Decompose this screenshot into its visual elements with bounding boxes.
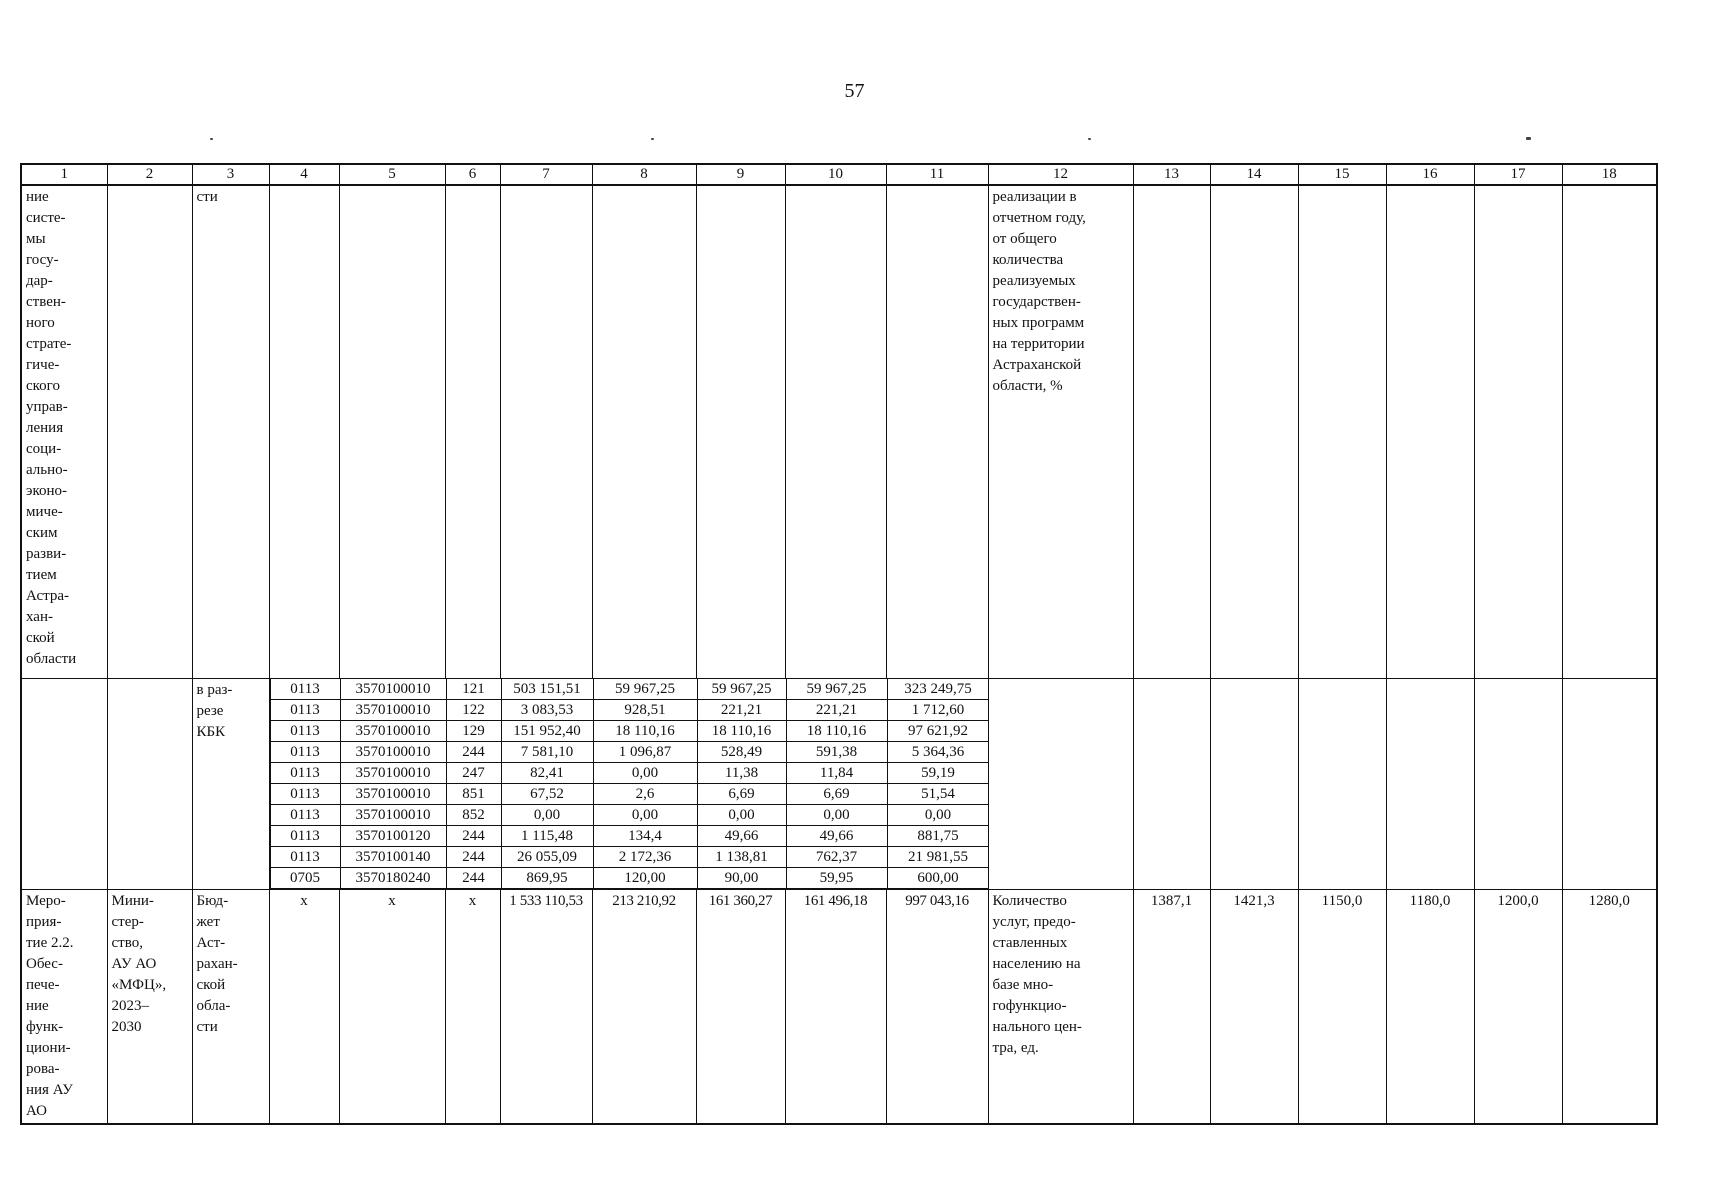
kbk-row bbox=[270, 784, 988, 805]
cell-funding-source bbox=[192, 890, 269, 1125]
kbk-cell: 49,66 bbox=[697, 826, 786, 847]
cell-empty bbox=[1474, 185, 1562, 679]
kbk-cell: 0113 bbox=[270, 679, 340, 700]
kbk-row bbox=[270, 742, 988, 763]
kbk-cell: 600,00 bbox=[887, 868, 988, 889]
kbk-row bbox=[270, 805, 988, 826]
cell-value: 1280,0 bbox=[1562, 890, 1657, 1125]
text-line: услуг, предо- bbox=[992, 914, 1076, 930]
kbk-cell: 3570100140 bbox=[340, 847, 446, 868]
cell-value: 161 360,27 bbox=[696, 890, 785, 1125]
kbk-cell: 134,4 bbox=[593, 826, 697, 847]
kbk-cell: 0,00 bbox=[786, 805, 887, 826]
kbk-cell: 6,69 bbox=[786, 784, 887, 805]
kbk-cell: 120,00 bbox=[593, 868, 697, 889]
kbk-cell: 59,95 bbox=[786, 868, 887, 889]
cell-empty bbox=[592, 185, 696, 679]
kbk-cell: 18 110,16 bbox=[786, 721, 887, 742]
kbk-cell: 1 712,60 bbox=[887, 700, 988, 721]
col-number: 3 bbox=[192, 164, 269, 185]
kbk-cell: 0113 bbox=[270, 784, 340, 805]
col-number: 17 bbox=[1474, 164, 1562, 185]
text-line: реализации в bbox=[992, 189, 1077, 205]
kbk-cell: 323 249,75 bbox=[887, 679, 988, 700]
kbk-cell: 90,00 bbox=[697, 868, 786, 889]
text-line: Астра- bbox=[26, 588, 70, 604]
text-line: ально- bbox=[26, 462, 68, 478]
kbk-cell: 26 055,09 bbox=[501, 847, 593, 868]
cell-empty bbox=[1210, 185, 1298, 679]
col-number: 10 bbox=[785, 164, 886, 185]
text-line: страте- bbox=[26, 336, 72, 352]
kbk-cell: 247 bbox=[446, 763, 501, 784]
kbk-cell: 1 096,87 bbox=[593, 742, 697, 763]
kbk-cell: 869,95 bbox=[501, 868, 593, 889]
col-number: 11 bbox=[886, 164, 988, 185]
text-line: хан- bbox=[26, 609, 53, 625]
text-line: тием bbox=[26, 567, 57, 583]
cell-value: х bbox=[445, 890, 500, 1125]
text-line: ных программ bbox=[992, 315, 1085, 331]
scan-speck bbox=[1526, 137, 1531, 140]
kbk-row bbox=[270, 721, 988, 742]
text-line: Бюд- bbox=[196, 893, 229, 909]
kbk-cell: 0,00 bbox=[697, 805, 786, 826]
text-line: эконо- bbox=[26, 483, 67, 499]
kbk-cell: 59 967,25 bbox=[786, 679, 887, 700]
kbk-cell: 121 bbox=[446, 679, 501, 700]
text-line: КБК bbox=[196, 724, 226, 740]
kbk-row bbox=[270, 700, 988, 721]
cell-empty bbox=[21, 679, 107, 890]
col-number: 9 bbox=[696, 164, 785, 185]
kbk-cell: 82,41 bbox=[501, 763, 593, 784]
kbk-cell: 3570100010 bbox=[340, 805, 446, 826]
cell-value: 1150,0 bbox=[1298, 890, 1386, 1125]
cell-indicator-continued bbox=[988, 185, 1133, 679]
kbk-cell: 1 138,81 bbox=[697, 847, 786, 868]
cell-empty bbox=[696, 185, 785, 679]
text-line: дар- bbox=[26, 273, 53, 289]
text-line: 2023– bbox=[111, 998, 149, 1014]
cell-executor bbox=[107, 890, 192, 1125]
text-line: на территории bbox=[992, 336, 1085, 352]
kbk-cell: 928,51 bbox=[593, 700, 697, 721]
text-line: гиче- bbox=[26, 357, 60, 373]
cell-empty bbox=[107, 185, 192, 679]
kbk-cell: 3570100010 bbox=[340, 721, 446, 742]
kbk-cell: 0113 bbox=[270, 700, 340, 721]
cell-empty bbox=[1386, 679, 1474, 890]
col-number: 8 bbox=[592, 164, 696, 185]
col-number: 13 bbox=[1133, 164, 1210, 185]
cell-value: х bbox=[339, 890, 445, 1125]
kbk-cell: 852 bbox=[446, 805, 501, 826]
kbk-row bbox=[270, 847, 988, 868]
kbk-breakdown-table bbox=[270, 679, 989, 889]
cell-value: 1 533 110,53 bbox=[500, 890, 592, 1125]
kbk-cell: 0113 bbox=[270, 721, 340, 742]
cell-empty bbox=[1386, 185, 1474, 679]
text-line: населению на bbox=[992, 956, 1081, 972]
cell-event-name bbox=[21, 890, 107, 1125]
cell-empty bbox=[1298, 679, 1386, 890]
text-line: отчетном году, bbox=[992, 210, 1086, 226]
text-line: рова- bbox=[26, 1061, 60, 1077]
kbk-cell: 0113 bbox=[270, 763, 340, 784]
table-row bbox=[21, 185, 1657, 679]
column-number-row bbox=[21, 164, 1657, 185]
kbk-cell: 6,69 bbox=[697, 784, 786, 805]
kbk-cell: 244 bbox=[446, 868, 501, 889]
text-line: циони- bbox=[26, 1040, 71, 1056]
text-line: функ- bbox=[26, 1019, 64, 1035]
kbk-cell: 244 bbox=[446, 826, 501, 847]
text-line: соци- bbox=[26, 441, 62, 457]
cell-kbk-label bbox=[192, 679, 269, 890]
kbk-cell: 11,84 bbox=[786, 763, 887, 784]
cell-empty bbox=[1133, 185, 1210, 679]
col-number: 14 bbox=[1210, 164, 1298, 185]
kbk-cell: 2 172,36 bbox=[593, 847, 697, 868]
cell-value: 1421,3 bbox=[1210, 890, 1298, 1125]
text-line: рахан- bbox=[196, 956, 238, 972]
text-line: сти bbox=[196, 1019, 218, 1035]
text-line: 2030 bbox=[111, 1019, 142, 1035]
kbk-cell: 881,75 bbox=[887, 826, 988, 847]
kbk-cell: 7 581,10 bbox=[501, 742, 593, 763]
text-line: базе мно- bbox=[992, 977, 1054, 993]
cell-empty bbox=[1298, 185, 1386, 679]
text-line: обла- bbox=[196, 998, 231, 1014]
budget-table bbox=[20, 163, 1658, 1125]
page-number: 57 bbox=[844, 80, 865, 102]
text-line: мы bbox=[26, 231, 46, 247]
kbk-row bbox=[270, 763, 988, 784]
text-line: тие 2.2. bbox=[26, 935, 74, 951]
text-line: Количество bbox=[992, 893, 1067, 909]
text-line: ским bbox=[26, 525, 58, 541]
kbk-cell: 0705 bbox=[270, 868, 340, 889]
text-line: АУ АО bbox=[111, 956, 157, 972]
text-line: «МФЦ», bbox=[111, 977, 167, 993]
col-number: 7 bbox=[500, 164, 592, 185]
text-line: стер- bbox=[111, 914, 144, 930]
text-line: ского bbox=[26, 378, 60, 394]
kbk-cell: 49,66 bbox=[786, 826, 887, 847]
kbk-cell: 0113 bbox=[270, 742, 340, 763]
kbk-cell: 3570100010 bbox=[340, 679, 446, 700]
kbk-cell: 762,37 bbox=[786, 847, 887, 868]
table-row bbox=[21, 679, 1657, 890]
kbk-cell: 528,49 bbox=[697, 742, 786, 763]
kbk-cell: 221,21 bbox=[786, 700, 887, 721]
text-line: Аст- bbox=[196, 935, 226, 951]
cell-empty bbox=[1562, 679, 1657, 890]
text-line: государствен- bbox=[992, 294, 1081, 310]
scan-speck bbox=[210, 138, 213, 140]
text-line: ство, bbox=[111, 935, 143, 951]
kbk-cell: 851 bbox=[446, 784, 501, 805]
cell-indicator bbox=[988, 890, 1133, 1125]
text-line: госу- bbox=[26, 252, 59, 268]
cell-empty bbox=[1562, 185, 1657, 679]
kbk-cell: 0113 bbox=[270, 847, 340, 868]
cell-value: 997 043,16 bbox=[886, 890, 988, 1125]
text-line: Обес- bbox=[26, 956, 63, 972]
cell-empty bbox=[785, 185, 886, 679]
col-number: 6 bbox=[445, 164, 500, 185]
text-line: ской bbox=[196, 977, 226, 993]
cell-value: 213 210,92 bbox=[592, 890, 696, 1125]
kbk-cell: 3570180240 bbox=[340, 868, 446, 889]
col-number: 18 bbox=[1562, 164, 1657, 185]
col-number: 12 bbox=[988, 164, 1133, 185]
col-number: 4 bbox=[269, 164, 339, 185]
col-number: 16 bbox=[1386, 164, 1474, 185]
cell-value: 161 496,18 bbox=[785, 890, 886, 1125]
cell-empty bbox=[1133, 679, 1210, 890]
text-line: Мини- bbox=[111, 893, 154, 909]
kbk-cell: 0113 bbox=[270, 805, 340, 826]
text-line: управ- bbox=[26, 399, 68, 415]
kbk-cell: 0,00 bbox=[593, 763, 697, 784]
text-line: разви- bbox=[26, 546, 67, 562]
cell-empty bbox=[500, 185, 592, 679]
kbk-cell: 3570100010 bbox=[340, 784, 446, 805]
kbk-cell: 59,19 bbox=[887, 763, 988, 784]
text-line: ние bbox=[26, 189, 49, 205]
text-line: нального цен- bbox=[992, 1019, 1082, 1035]
kbk-row bbox=[270, 868, 988, 889]
kbk-row bbox=[270, 679, 988, 700]
scan-speck bbox=[651, 138, 654, 140]
text-line: гофункцио- bbox=[992, 998, 1067, 1014]
text-line: ния АУ bbox=[26, 1082, 73, 1098]
text-line: Меро- bbox=[26, 893, 66, 909]
cell-empty bbox=[269, 185, 339, 679]
table-row bbox=[21, 890, 1657, 1125]
kbk-cell: 67,52 bbox=[501, 784, 593, 805]
text-line: ствен- bbox=[26, 294, 66, 310]
cell-value: 1180,0 bbox=[1386, 890, 1474, 1125]
cell-empty bbox=[445, 185, 500, 679]
text-line: от общего bbox=[992, 231, 1057, 247]
text-line: пече- bbox=[26, 977, 60, 993]
kbk-cell: 0,00 bbox=[501, 805, 593, 826]
col-number: 1 bbox=[21, 164, 107, 185]
cell-empty bbox=[339, 185, 445, 679]
scan-speck bbox=[1088, 138, 1091, 140]
text-line: Астраханской bbox=[992, 357, 1082, 373]
cell-event-name-continued bbox=[21, 185, 107, 679]
kbk-cell: 244 bbox=[446, 742, 501, 763]
text-line: АО bbox=[26, 1103, 47, 1119]
kbk-cell: 18 110,16 bbox=[593, 721, 697, 742]
text-line: реализуемых bbox=[992, 273, 1076, 289]
kbk-cell: 122 bbox=[446, 700, 501, 721]
text-line: в раз- bbox=[196, 682, 233, 698]
cell-empty bbox=[107, 679, 192, 890]
kbk-cell: 3570100010 bbox=[340, 742, 446, 763]
text-line: тра, ед. bbox=[992, 1040, 1039, 1056]
kbk-cell: 0113 bbox=[270, 826, 340, 847]
text-line: ние bbox=[26, 998, 49, 1014]
kbk-cell: 59 967,25 bbox=[697, 679, 786, 700]
text-line: ного bbox=[26, 315, 55, 331]
cell-empty bbox=[1474, 679, 1562, 890]
cell-empty bbox=[1210, 679, 1298, 890]
text-line: миче- bbox=[26, 504, 63, 520]
kbk-cell: 591,38 bbox=[786, 742, 887, 763]
text-line: резе bbox=[196, 703, 224, 719]
cell-value: х bbox=[269, 890, 339, 1125]
cell-empty bbox=[886, 185, 988, 679]
col-number: 2 bbox=[107, 164, 192, 185]
kbk-cell: 3 083,53 bbox=[501, 700, 593, 721]
kbk-cell: 1 115,48 bbox=[501, 826, 593, 847]
cell-empty bbox=[988, 679, 1133, 890]
kbk-cell: 2,6 bbox=[593, 784, 697, 805]
text-line: ставленных bbox=[992, 935, 1068, 951]
kbk-cell: 5 364,36 bbox=[887, 742, 988, 763]
kbk-cell: 221,21 bbox=[697, 700, 786, 721]
kbk-cell: 18 110,16 bbox=[697, 721, 786, 742]
kbk-cell: 244 bbox=[446, 847, 501, 868]
kbk-cell: 51,54 bbox=[887, 784, 988, 805]
cell-value: 1200,0 bbox=[1474, 890, 1562, 1125]
kbk-cell: 0,00 bbox=[593, 805, 697, 826]
kbk-cell: 11,38 bbox=[697, 763, 786, 784]
text-line: области, % bbox=[992, 378, 1063, 394]
text-line: области bbox=[26, 651, 77, 667]
kbk-cell: 151 952,40 bbox=[501, 721, 593, 742]
kbk-cell: 129 bbox=[446, 721, 501, 742]
kbk-cell: 59 967,25 bbox=[593, 679, 697, 700]
text-line: прия- bbox=[26, 914, 62, 930]
text-line: ления bbox=[26, 420, 64, 436]
kbk-cell: 0,00 bbox=[887, 805, 988, 826]
col-number: 5 bbox=[339, 164, 445, 185]
kbk-cell: 97 621,92 bbox=[887, 721, 988, 742]
text-line: ской bbox=[26, 630, 55, 646]
text-line: систе- bbox=[26, 210, 66, 226]
kbk-cell: 3570100010 bbox=[340, 700, 446, 721]
cell-funding-source-continued: сти bbox=[192, 185, 269, 679]
kbk-cell: 3570100010 bbox=[340, 763, 446, 784]
text-line: количества bbox=[992, 252, 1064, 268]
text-line: жет bbox=[196, 914, 220, 930]
kbk-breakdown-cell bbox=[269, 679, 988, 890]
kbk-cell: 503 151,51 bbox=[501, 679, 593, 700]
col-number: 15 bbox=[1298, 164, 1386, 185]
kbk-cell: 21 981,55 bbox=[887, 847, 988, 868]
cell-value: 1387,1 bbox=[1133, 890, 1210, 1125]
kbk-cell: 3570100120 bbox=[340, 826, 446, 847]
kbk-row bbox=[270, 826, 988, 847]
